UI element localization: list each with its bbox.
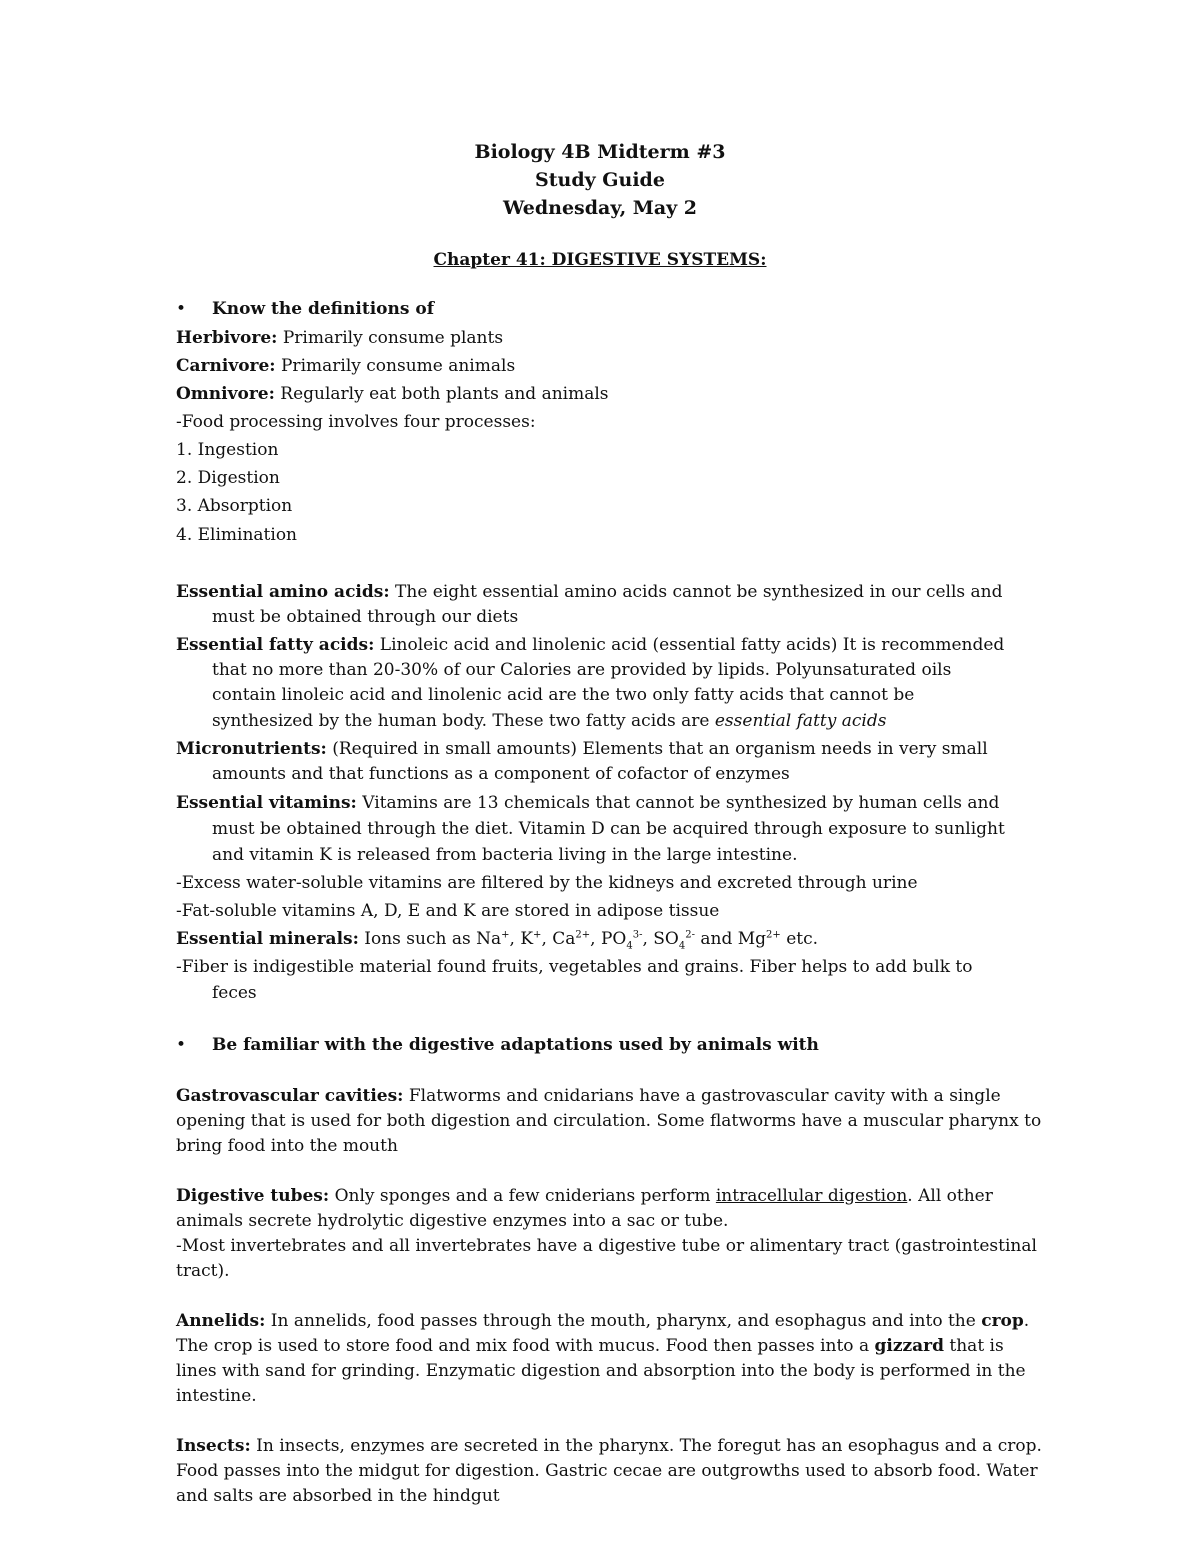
gastrovascular-paragraph-line: opening that is used for both digestion and circulation. Some flatworms have a muscular pharynx to [176, 1111, 1042, 1131]
processing-intro: -Food processing involves four processes: [176, 412, 536, 432]
digestive-tubes-paragraph: Digestive tubes: Only sponges and a few cniderians perform intracellular digestion. All other [176, 1186, 993, 1206]
fiber-note-continued: feces [212, 983, 257, 1003]
process-item: 1. Ingestion [176, 440, 279, 460]
vitamins-continued: and vitamin K is released from bacteria living in the large intestine. [212, 845, 798, 865]
micronutrients-definition: Micronutrients: (Required in small amounts) Elements that an organism needs in very small [176, 739, 988, 759]
annelids-paragraph-line: The crop is used to store food and mix food with mucus. Food then passes into a gizzard that is [176, 1336, 1004, 1356]
fiber-note: -Fiber is indigestible material found fruits, vegetables and grains. Fiber helps to add bulk to [176, 957, 973, 977]
fat-soluble-note: -Fat-soluble vitamins A, D, E and K are stored in adipose tissue [176, 901, 720, 921]
process-item: 4. Elimination [176, 525, 298, 545]
digestive-tubes-paragraph-line: -Most invertebrates and all invertebrates have a digestive tube or alimentary tract (gastrointestinal [176, 1236, 1037, 1256]
amino-acids-definition: Essential amino acids: The eight essential amino acids cannot be synthesized in our cells and [176, 582, 1003, 602]
bullet-icon: • [176, 1035, 187, 1055]
insects-paragraph: Insects: In insects, enzymes are secreted in the pharynx. The foregut has an esophagus and a crop. [176, 1436, 1042, 1456]
document-date: Wednesday, May 2 [502, 197, 698, 219]
micronutrients-continued: amounts and that functions as a component of cofactor of enzymes [212, 764, 790, 784]
annelids-paragraph: Annelids: In annelids, food passes through the mouth, pharynx, and esophagus and into the crop. [176, 1311, 1030, 1331]
fatty-acids-continued: contain linoleic acid and linolenic acid are the two only fatty acids that cannot be [212, 685, 915, 705]
vitamins-definition: Essential vitamins: Vitamins are 13 chemicals that cannot be synthesized by human cells and [176, 793, 1000, 813]
insects-paragraph-line: and salts are absorbed in the hindgut [176, 1486, 500, 1506]
process-item: 2. Digestion [176, 468, 280, 488]
fatty-acids-definition: Essential fatty acids: Linoleic acid and linolenic acid (essential fatty acids) It is recommended [176, 635, 1005, 655]
bullet-icon: • [176, 299, 187, 319]
bullet-heading-adaptations: • Be familiar with the digestive adaptations used by animals with [176, 1035, 819, 1055]
insects-paragraph-line: Food passes into the midgut for digestion. Gastric cecae are outgrowths used to absorb food. Water [176, 1461, 1038, 1481]
definition-omnivore: Omnivore: Regularly eat both plants and animals [176, 384, 609, 404]
annelids-paragraph-line: lines with sand for grinding. Enzymatic digestion and absorption into the body is performed in the [176, 1361, 1026, 1381]
gastrovascular-paragraph-line: bring food into the mouth [176, 1136, 398, 1156]
digestive-tubes-paragraph-line: animals secrete hydrolytic digestive enzymes into a sac or tube. [176, 1211, 729, 1231]
water-soluble-note: -Excess water-soluble vitamins are filtered by the kidneys and excreted through urine [176, 873, 918, 893]
gastrovascular-paragraph: Gastrovascular cavities: Flatworms and cnidarians have a gastrovascular cavity with a single [176, 1086, 1001, 1106]
definition-herbivore: Herbivore: Primarily consume plants [176, 328, 504, 348]
process-item: 3. Absorption [176, 496, 293, 516]
annelids-paragraph-line: intestine. [176, 1386, 257, 1406]
document-title: Biology 4B Midterm #3 [474, 141, 726, 163]
bullet-heading-definitions: • Know the definitions of [176, 299, 435, 319]
document-subtitle: Study Guide [535, 169, 665, 191]
digestive-tubes-paragraph-line: tract). [176, 1261, 230, 1281]
amino-acids-continued: must be obtained through our diets [212, 607, 519, 627]
definition-carnivore: Carnivore: Primarily consume animals [176, 356, 516, 376]
vitamins-continued: must be obtained through the diet. Vitamin D can be acquired through exposure to sunlight [212, 819, 1005, 839]
minerals-definition: Essential minerals: Ions such as Na+, K+, $Ca^{2+}$, $PO_4^{3-}$, $SO_4^{2-}$ and $Mg^{2+}$ etc. [176, 929, 819, 952]
fatty-acids-continued: that no more than 20-30% of our Calories are provided by lipids. Polyunsaturated oils [212, 660, 952, 680]
chapter-heading: Chapter 41: DIGESTIVE SYSTEMS: [433, 250, 767, 270]
fatty-acids-continued: synthesized by the human body. These two fatty acids are essential fatty acids [212, 711, 887, 731]
